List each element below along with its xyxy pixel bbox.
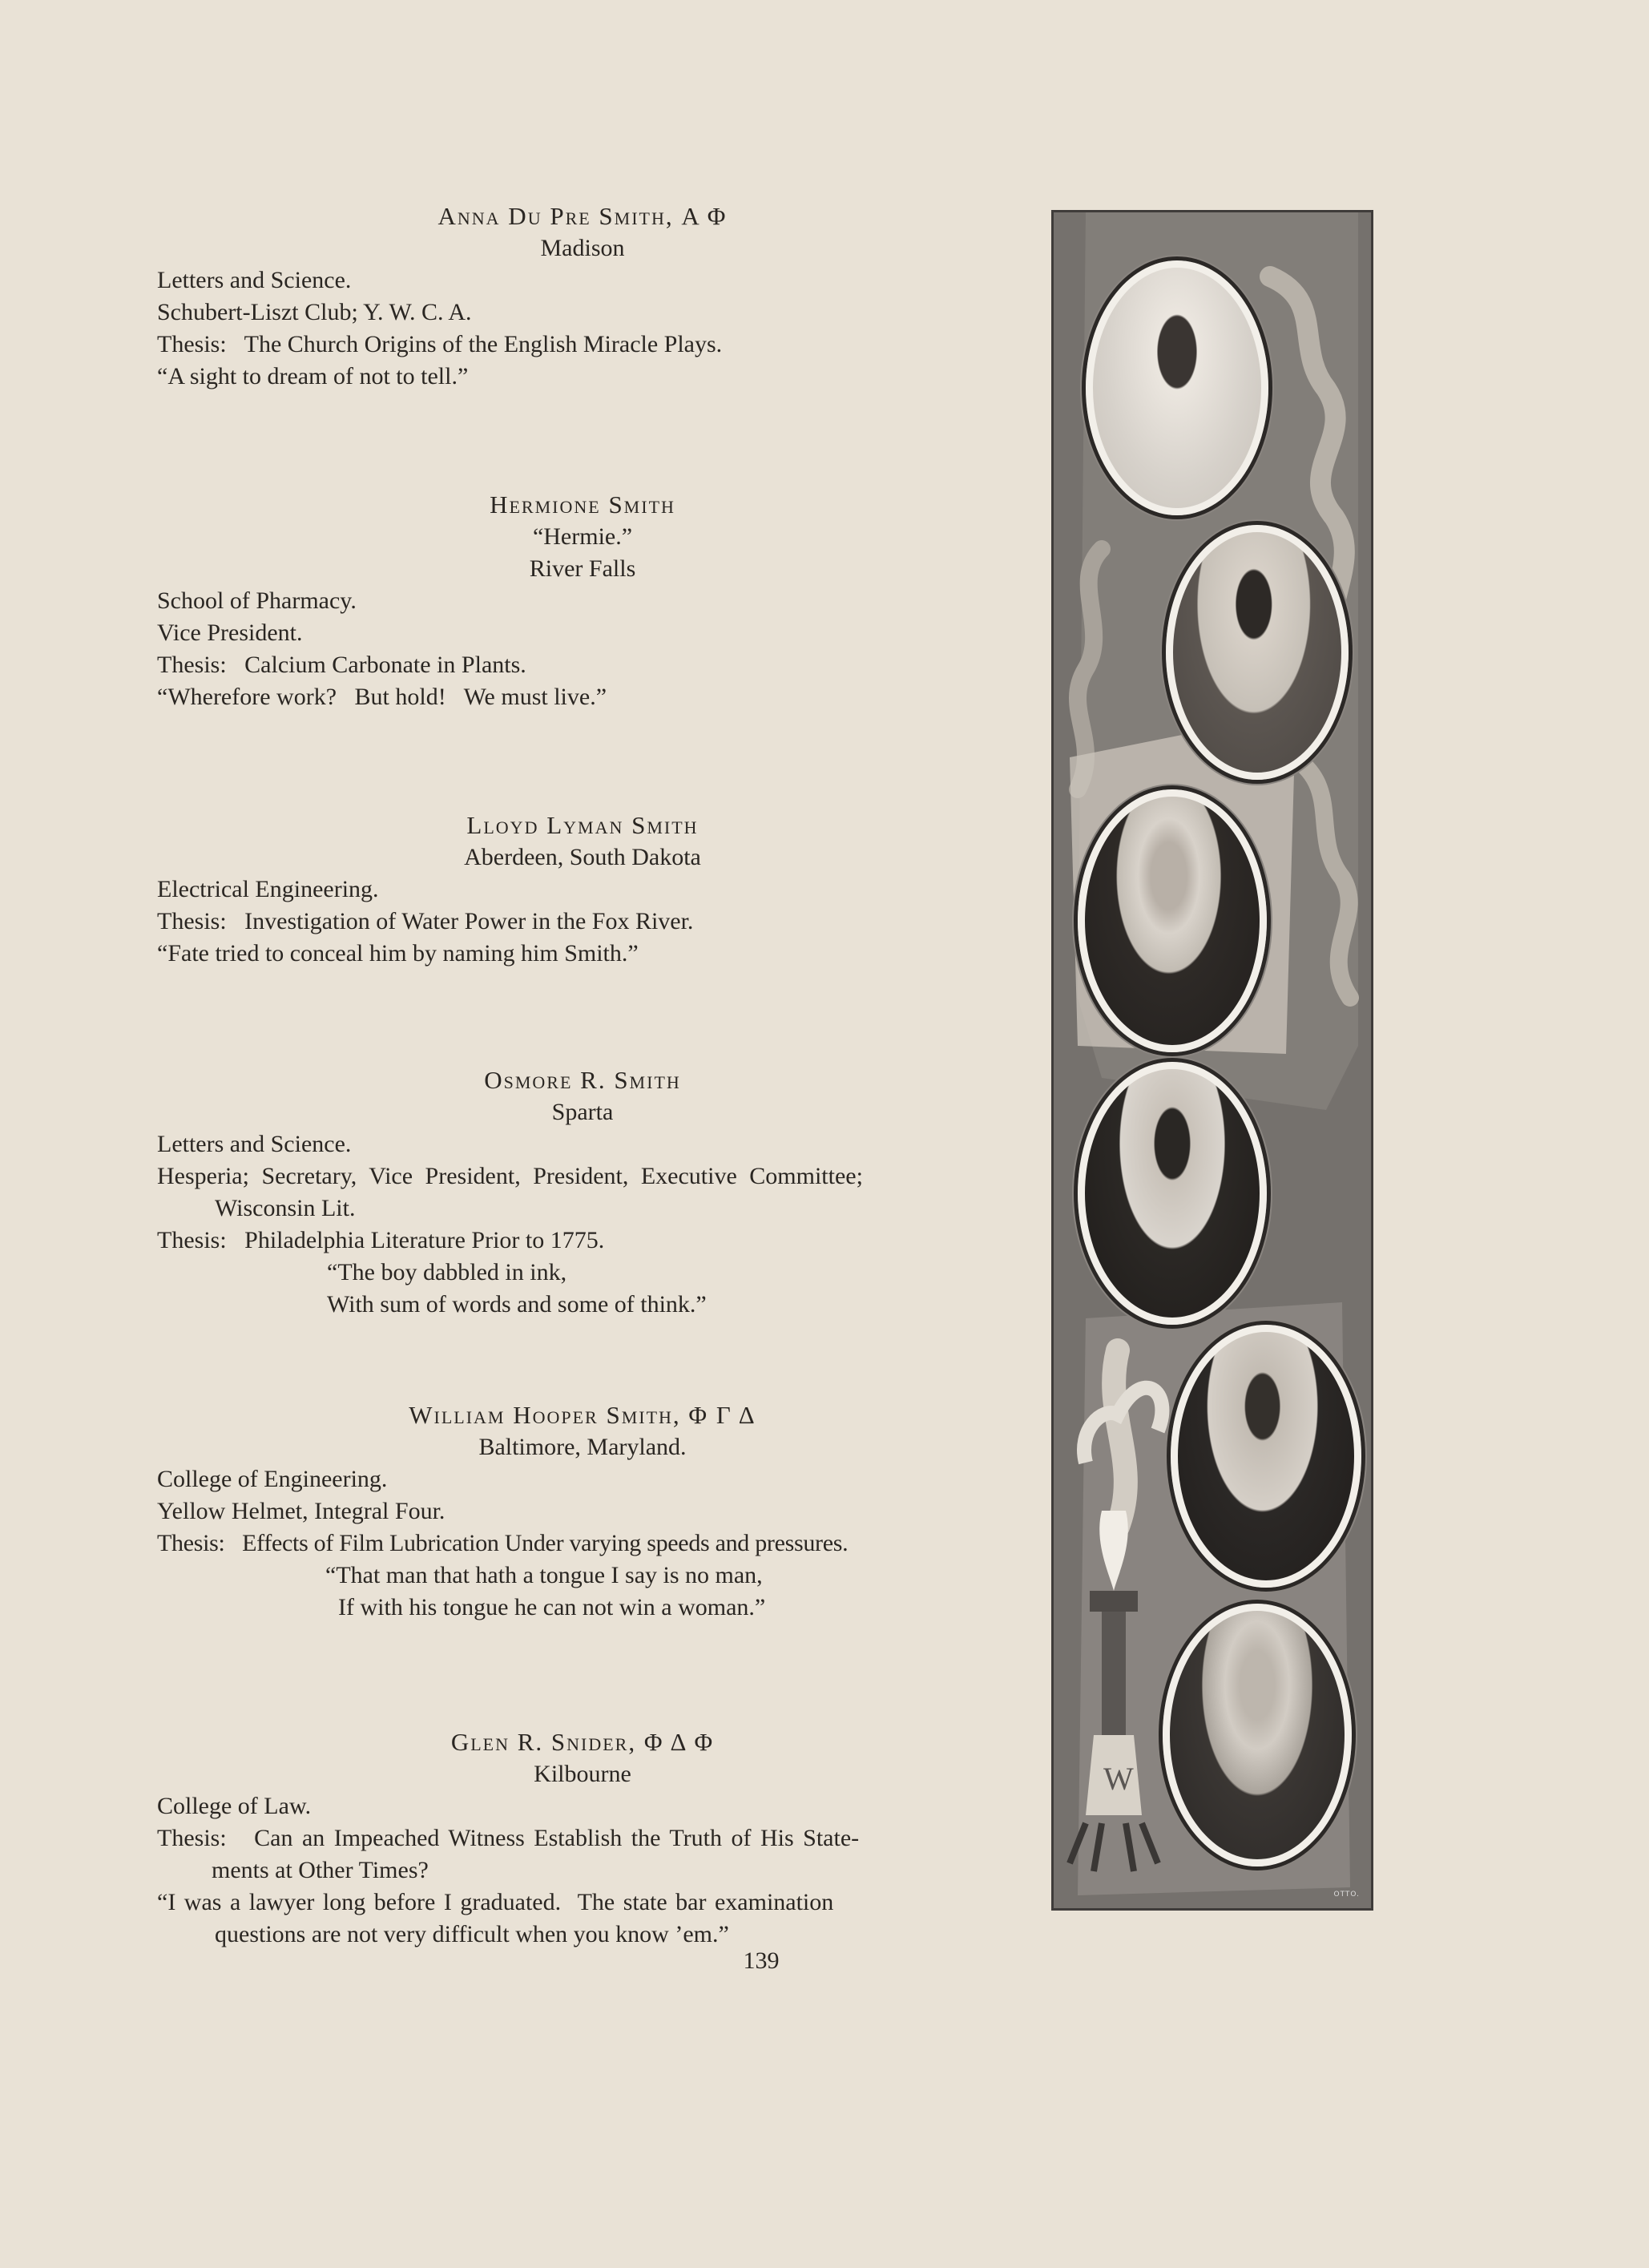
page-number: 139	[743, 1947, 780, 1974]
entry-hermione-smith	[157, 489, 1008, 713]
entry-nickname: “Hermie.”	[532, 523, 633, 550]
entry-line: Thesis: Philadelphia Literature Prior to 1775.	[157, 1227, 605, 1253]
entry-line: Vice President.	[157, 619, 303, 646]
entry-quote: “That man that hath a tongue I say is no man,	[325, 1562, 763, 1588]
entry-line: Wisconsin Lit.	[215, 1195, 356, 1221]
entry-hometown: River Falls	[529, 555, 636, 582]
entry-glen-r-snider	[157, 1726, 1008, 1951]
entry-quote: “Fate tried to conceal him by naming him Smith.”	[157, 940, 639, 967]
entry-name: Anna Du Pre Smith, Α Φ	[437, 202, 728, 230]
entry-hometown: Aberdeen, South Dakota	[464, 844, 701, 870]
portrait-photo-4	[1078, 1062, 1267, 1325]
portrait-photo-3	[1078, 789, 1267, 1052]
entry-line: Thesis: The Church Origins of the English Miracle Plays.	[157, 331, 723, 357]
entry-line: Schubert-Liszt Club; Y. W. C. A.	[157, 299, 472, 325]
entry-line: School of Pharmacy.	[157, 587, 357, 614]
entry-quote: “A sight to dream of not to tell.”	[157, 363, 469, 389]
entry-name: Glen R. Snider, Φ Δ Φ	[450, 1728, 715, 1756]
entry-line: Hesperia; Secretary, Vice President, President, Executive Committee;	[157, 1163, 863, 1189]
entry-name: William Hooper Smith, Φ Γ Δ	[409, 1401, 756, 1429]
entry-hometown: Baltimore, Maryland.	[478, 1434, 687, 1460]
entry-name: Hermione Smith	[490, 490, 675, 519]
entry-line: College of Law.	[157, 1793, 312, 1819]
entry-line: Letters and Science.	[157, 267, 352, 293]
entry-osmore-r-smith	[157, 1064, 1008, 1321]
entry-name: Osmore R. Smith	[484, 1066, 681, 1094]
entry-line: ments at Other Times?	[212, 1857, 429, 1883]
entry-quote: “Wherefore work? But hold! We must live.”	[157, 684, 607, 710]
portrait-photo-1	[1086, 260, 1268, 515]
entry-line: Electrical Engineering.	[157, 876, 379, 902]
entry-line: Yellow Helmet, Integral Four.	[157, 1498, 446, 1524]
entry-quote: If with his tongue he can not win a woman.”	[338, 1594, 766, 1620]
entry-line: Thesis: Investigation of Water Power in the Fox River.	[157, 908, 694, 934]
entry-line: Thesis: Can an Impeached Witness Establish the Truth of His State-	[157, 1825, 860, 1851]
entry-william-hooper-smith	[157, 1399, 1008, 1624]
portrait-photo-5	[1171, 1325, 1361, 1588]
entry-line: Thesis: Effects of Film Lubrication Under varying speeds and pressures.	[157, 1530, 849, 1556]
entry-anna-du-pre-smith	[157, 200, 1008, 393]
entry-quote: “The boy dabbled in ink,	[327, 1259, 567, 1285]
entry-quote: questions are not very difficult when you know ’em.”	[215, 1921, 729, 1947]
entry-line: Thesis: Calcium Carbonate in Plants.	[157, 652, 526, 678]
artist-signature: OTTO.	[1333, 1891, 1360, 1899]
portrait-photo-2	[1166, 525, 1349, 780]
entry-line: Letters and Science.	[157, 1131, 352, 1157]
entry-line: College of Engineering.	[157, 1466, 388, 1492]
entry-name: Lloyd Lyman Smith	[466, 811, 699, 839]
entry-hometown: Sparta	[551, 1099, 614, 1125]
portrait-photo-6	[1163, 1604, 1352, 1866]
photo-strip	[1051, 210, 1373, 1911]
entry-quote: With sum of words and some of think.”	[327, 1291, 707, 1318]
w-letter-mark: W	[1103, 1761, 1134, 1797]
entry-hometown: Madison	[540, 235, 625, 261]
entry-hometown: Kilbourne	[534, 1761, 631, 1787]
entry-lloyd-lyman-smith	[157, 809, 1008, 970]
entry-quote: “I was a lawyer long before I graduated. The state bar examination	[157, 1889, 834, 1915]
